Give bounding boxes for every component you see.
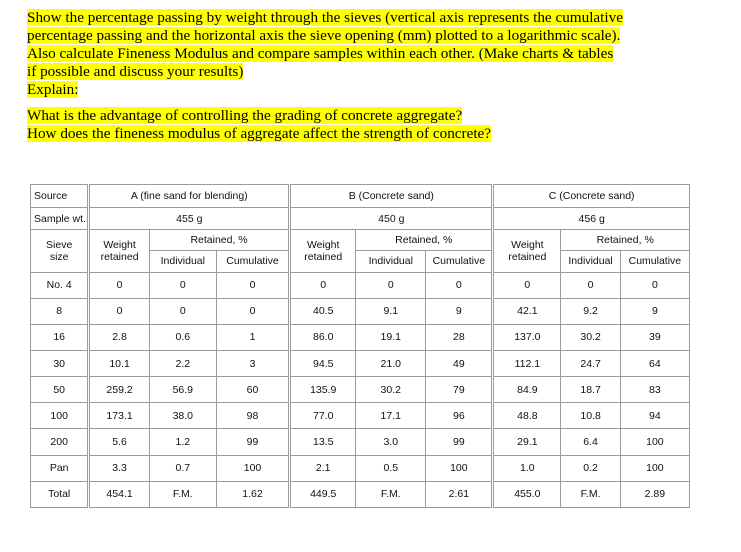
table-cell: 0 [89, 298, 149, 324]
table-row [31, 481, 690, 507]
table-cell: 173.1 [89, 403, 149, 429]
table-row [31, 272, 690, 298]
table-cell: 79 [426, 377, 493, 403]
table-cell: F.M. [561, 481, 620, 507]
table-cell: 24.7 [561, 351, 620, 377]
sieve-size-cell: 50 [31, 377, 89, 403]
source-label: Source [31, 185, 89, 208]
table-cell: 2.8 [89, 324, 149, 350]
table-cell: 40.5 [290, 298, 356, 324]
table-cell: 0 [493, 272, 561, 298]
table-cell: 3 [216, 351, 289, 377]
table-cell: 9.2 [561, 298, 620, 324]
table-cell: 94.5 [290, 351, 356, 377]
table-cell: 454.1 [89, 481, 149, 507]
sample-weight-b: 450 g [290, 208, 493, 230]
table-cell: 0 [216, 272, 289, 298]
table-cell: 60 [216, 377, 289, 403]
table-row [31, 455, 690, 481]
cumulative-header-a: Cumulative [216, 251, 289, 272]
table-cell: 0.5 [356, 455, 426, 481]
table-cell: 3.0 [356, 429, 426, 455]
table-row [31, 377, 690, 403]
instruction-line: Also calculate Fineness Modulus and compare samples within each other. (Make charts & tables [27, 45, 614, 62]
table-cell: 18.7 [561, 377, 620, 403]
table-cell: 99 [216, 429, 289, 455]
sample-label: Sample wt. [31, 208, 89, 230]
table-cell: 86.0 [290, 324, 356, 350]
cumulative-header-c: Cumulative [620, 251, 689, 272]
table-cell: 1.0 [493, 455, 561, 481]
sieve-analysis-table [30, 184, 690, 508]
table-cell: 100 [426, 455, 493, 481]
sieve-size-cell: No. 4 [31, 272, 89, 298]
table-cell: 100 [620, 429, 689, 455]
table-cell: 1.62 [216, 481, 289, 507]
table-cell: 10.1 [89, 351, 149, 377]
weight-header-a: Weight retained [89, 230, 149, 272]
weight-header-c: Weight retained [493, 230, 561, 272]
table-cell: 6.4 [561, 429, 620, 455]
source-a: A (fine sand for blending) [89, 185, 290, 208]
table-cell: 5.6 [89, 429, 149, 455]
table-cell: 455.0 [493, 481, 561, 507]
sieve-size-cell: 30 [31, 351, 89, 377]
table-cell: 0 [620, 272, 689, 298]
table-row [31, 298, 690, 324]
retained-header-a: Retained, % [149, 230, 289, 251]
source-b: B (Concrete sand) [290, 185, 493, 208]
table-cell: 0.7 [149, 455, 216, 481]
individual-header-c: Individual [561, 251, 620, 272]
sample-weight-row [31, 208, 690, 230]
table-cell: 13.5 [290, 429, 356, 455]
table-cell: 1 [216, 324, 289, 350]
table-cell: 21.0 [356, 351, 426, 377]
table-cell: 29.1 [493, 429, 561, 455]
table-cell: 0.2 [561, 455, 620, 481]
table-row [31, 403, 690, 429]
sieve-size-cell: Pan [31, 455, 89, 481]
table-cell: 0 [426, 272, 493, 298]
table-cell: 17.1 [356, 403, 426, 429]
individual-header-b: Individual [356, 251, 426, 272]
header-row [31, 230, 690, 251]
table-cell: 135.9 [290, 377, 356, 403]
table-cell: 9.1 [356, 298, 426, 324]
retained-header-c: Retained, % [561, 230, 690, 251]
table-cell: 28 [426, 324, 493, 350]
table-cell: 112.1 [493, 351, 561, 377]
table-cell: 0 [290, 272, 356, 298]
table-cell: 42.1 [493, 298, 561, 324]
table-row [31, 324, 690, 350]
explain-label: Explain: [27, 81, 79, 98]
source-c: C (Concrete sand) [493, 185, 690, 208]
sieve-size-cell: 16 [31, 324, 89, 350]
table-cell: 2.89 [620, 481, 689, 507]
table-cell: 77.0 [290, 403, 356, 429]
table-cell: 100 [216, 455, 289, 481]
instruction-line: Show the percentage passing by weight through the sieves (vertical axis represents the cumulative [27, 9, 623, 26]
table-cell: 56.9 [149, 377, 216, 403]
individual-header-a: Individual [149, 251, 216, 272]
sieve-size-cell: Total [31, 481, 89, 507]
sample-weight-a: 455 g [89, 208, 290, 230]
table-cell: 449.5 [290, 481, 356, 507]
table-cell: 64 [620, 351, 689, 377]
table-cell: 98 [216, 403, 289, 429]
sieve-size-cell: 8 [31, 298, 89, 324]
question-fineness: How does the fineness modulus of aggregate affect the strength of concrete? [27, 125, 492, 142]
table-cell: 83 [620, 377, 689, 403]
table-cell: F.M. [149, 481, 216, 507]
table-cell: 1.2 [149, 429, 216, 455]
table-cell: 38.0 [149, 403, 216, 429]
weight-header-b: Weight retained [290, 230, 356, 272]
table-cell: 2.61 [426, 481, 493, 507]
table-cell: 259.2 [89, 377, 149, 403]
cumulative-header-b: Cumulative [426, 251, 493, 272]
table-cell: F.M. [356, 481, 426, 507]
instruction-line: percentage passing and the horizontal axis the sieve opening (mm) plotted to a logarithmic scale). [27, 27, 621, 44]
table-cell: 19.1 [356, 324, 426, 350]
table-cell: 30.2 [356, 377, 426, 403]
sample-weight-c: 456 g [493, 208, 690, 230]
table-cell: 9 [620, 298, 689, 324]
source-row [31, 185, 690, 208]
retained-header-b: Retained, % [356, 230, 493, 251]
table-cell: 0 [149, 272, 216, 298]
table-cell: 100 [620, 455, 689, 481]
table-cell: 2.1 [290, 455, 356, 481]
table-cell: 0 [561, 272, 620, 298]
table-cell: 49 [426, 351, 493, 377]
table-cell: 137.0 [493, 324, 561, 350]
table-cell: 3.3 [89, 455, 149, 481]
instruction-line: if possible and discuss your results) [27, 63, 244, 80]
table-cell: 0 [216, 298, 289, 324]
table-cell: 9 [426, 298, 493, 324]
sieve-size-cell: 100 [31, 403, 89, 429]
sieve-size-cell: 200 [31, 429, 89, 455]
table-cell: 0 [149, 298, 216, 324]
table-cell: 10.8 [561, 403, 620, 429]
table-cell: 30.2 [561, 324, 620, 350]
table-cell: 94 [620, 403, 689, 429]
table-cell: 0 [356, 272, 426, 298]
question-grading: What is the advantage of controlling the grading of concrete aggregate? [27, 107, 463, 124]
table-cell: 39 [620, 324, 689, 350]
data-rows [31, 272, 690, 507]
table-row [31, 351, 690, 377]
sieve-size-header: Sieve size [31, 230, 89, 272]
table-cell: 99 [426, 429, 493, 455]
table-row [31, 429, 690, 455]
table-cell: 96 [426, 403, 493, 429]
table-cell: 0.6 [149, 324, 216, 350]
table-cell: 0 [89, 272, 149, 298]
table-cell: 48.8 [493, 403, 561, 429]
table-cell: 2.2 [149, 351, 216, 377]
instruction-text [27, 9, 732, 143]
table-cell: 84.9 [493, 377, 561, 403]
